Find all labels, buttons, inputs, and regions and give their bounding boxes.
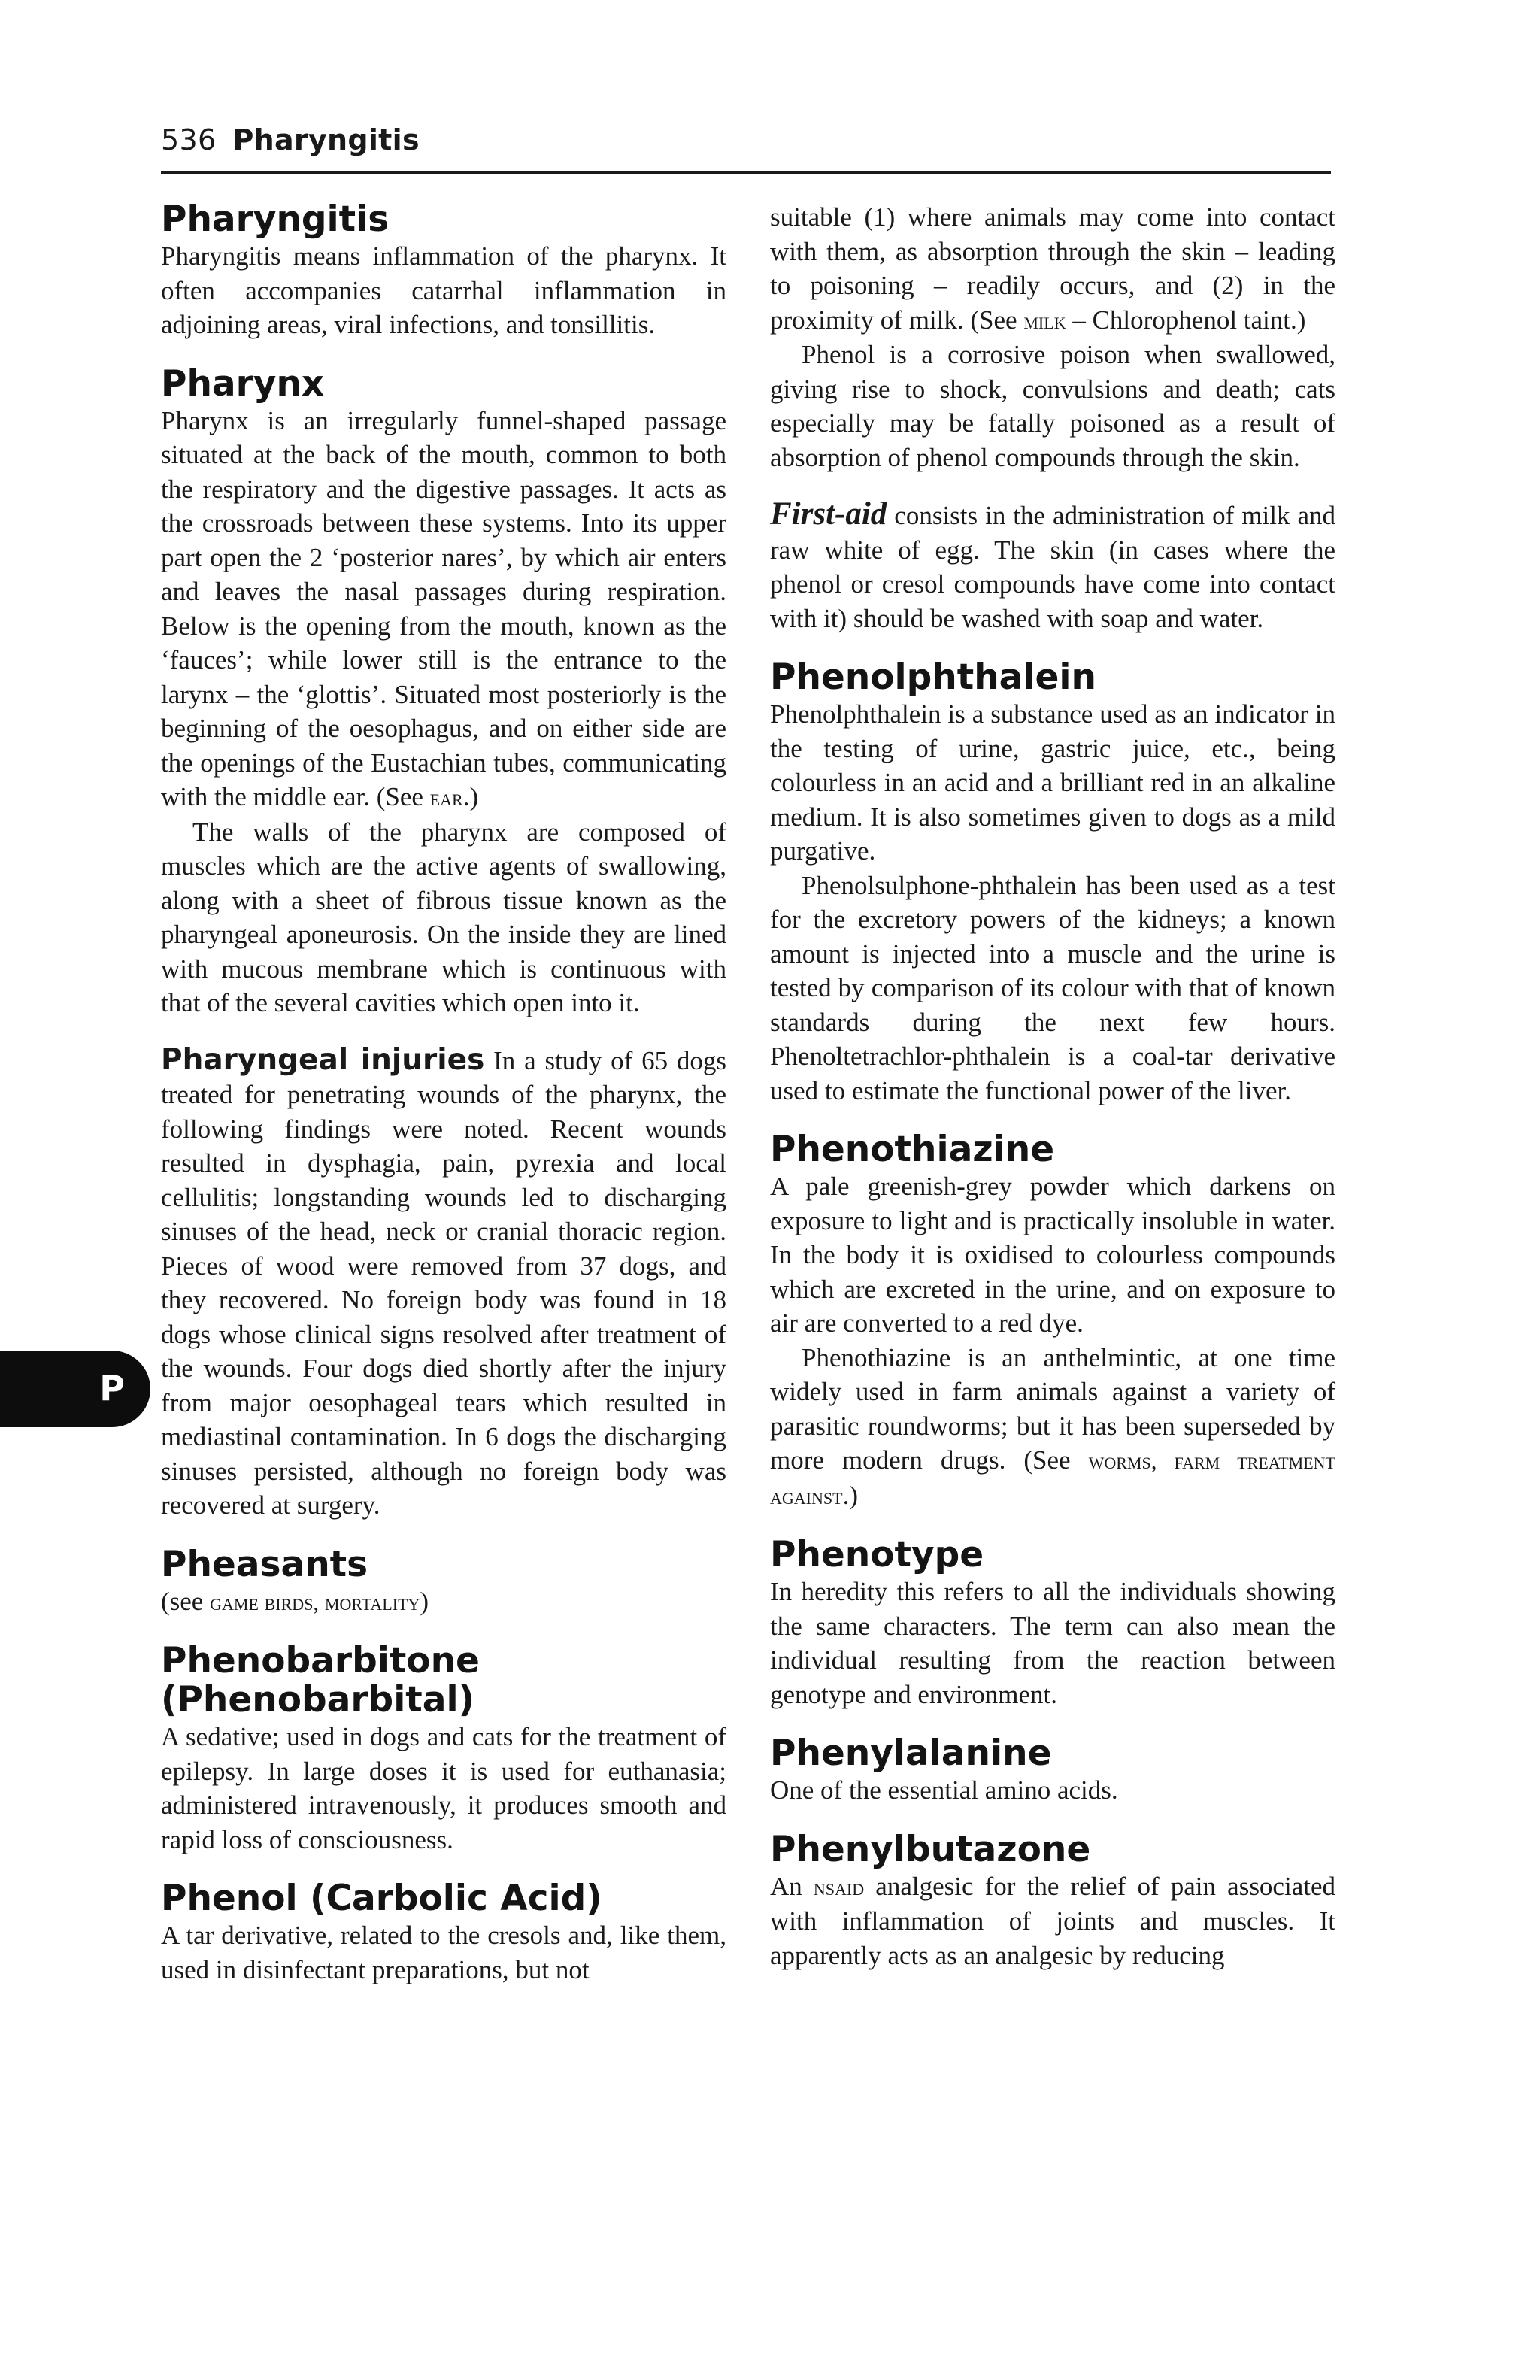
entry-text-pharynx-p2: The walls of the pharynx are composed of muscles which are the active agents of swallowing, along with a sheet of fibrous tissue known as the pharyngeal aponeurosis. On the inside they are lined with mucous membrane which is continuous with that of the several cavities which open into it. xyxy=(161,817,726,1017)
run-in-heading: Pharyngeal injuries xyxy=(161,1042,485,1077)
entry-title-phenylbutazone: Phenylbutazone xyxy=(770,1828,1091,1870)
right-column xyxy=(770,200,1335,1972)
thumb-index-letter: P xyxy=(99,1368,125,1408)
entry-title-pheasants: Pheasants xyxy=(161,1543,368,1585)
entry-title-pharynx: Pharynx xyxy=(161,362,325,405)
entry-text-phenobarbitone: A sedative; used in dogs and cats for the treatment of epilepsy. In large doses it is used for euthanasia; administered intravenously, it produces smooth and rapid loss of consciousness. xyxy=(161,1722,726,1854)
entry-text-phenol: A tar derivative, related to the cresols and, like them, used in disinfectant preparations, but not xyxy=(161,1921,726,1984)
entry-title-phenothiazine: Phenothiazine xyxy=(770,1129,1055,1170)
entry-title-phenolphthalein: Phenolphthalein xyxy=(770,656,1096,698)
cross-reference: ear xyxy=(429,784,463,811)
entry-text-phenol-continued: suitable (1) where animals may come into contact with them, as absorption through the skin – leading to poisoning – readily occurs, and (2) in the proximity of milk. (See milk – Chlorophenol taint.) xyxy=(770,202,1335,335)
entry-text-phenylalanine: One of the essential amino acids. xyxy=(770,1775,1118,1805)
entry-text-phenolphthalein-p1: Phenolphthalein is a substance used as an indicator in the testing of urine, gastric juice, etc., being colourless in an acid and a brilliant red in an alkaline medium. It is also sometimes given to dogs as a mild purgative. xyxy=(770,699,1335,866)
entry-title-pharyngitis: Pharyngitis xyxy=(161,199,390,240)
entry-text-phenothiazine-p1: A pale greenish-grey powder which darkens on exposure to light and is practically insoluble in water. In the body it is oxidised to colourless compounds which are excreted in the urine, and on exposure to air are converted to a red dye. xyxy=(770,1172,1335,1338)
entry-title-phenotype: Phenotype xyxy=(770,1534,984,1575)
running-head xyxy=(161,123,420,156)
entry-text-phenol-p2: Phenol is a corrosive poison when swallowed, giving rise to shock, convulsions and death; cats especially may be fatally poisoned as a result of absorption of phenol compounds through the skin. xyxy=(770,340,1335,472)
page-number: 536 xyxy=(161,123,217,156)
entry-text-phenylbutazone: An nsaid analgesic for the relief of pain associated with inflammation of joints and muscles. It apparently acts as an analgesic by reducing xyxy=(770,1871,1335,1970)
entry-text-phenothiazine-p2: Phenothiazine is an anthelmintic, at one time widely used in farm animals against a variety of parasitic roundworms; but it has been superseded by more modern drugs. (See worms, farm treatment against.) xyxy=(770,1342,1335,1510)
cross-reference: milk xyxy=(1023,307,1066,334)
abbreviation: nsaid xyxy=(813,1873,865,1900)
entry-text-phenotype: In heredity this refers to all the individuals showing the same characters. The term can also mean the individual resulting from the reaction between genotype and environment. xyxy=(770,1577,1335,1709)
entry-text-pharyngitis: Pharyngitis means inflammation of the pharynx. It often accompanies catarrhal inflammation in adjoining areas, viral infections, and tonsillitis. xyxy=(161,241,726,339)
entry-title-phenylalanine: Phenylalanine xyxy=(770,1733,1052,1774)
cross-reference: game birds, mortality xyxy=(210,1588,420,1615)
entry-text-phenolphthalein-p2: Phenolsulphone-phthalein has been used as a test for the excretory powers of the kidneys; a known amount is injected into a muscle and the urine is tested by comparison of its colour with that of known standards during the next few hours. Phenoltetrachlor-phthalein is a coal-tar derivative used to estimate the functional power of the liver. xyxy=(770,870,1335,1105)
running-title: Pharyngitis xyxy=(232,123,420,156)
entry-text-pharynx-p1: Pharynx is an irregularly funnel-shaped passage situated at the back of the mouth, common to both the respiratory and the digestive passages. It acts as the crossroads between these systems. Into its upper part open the 2 ‘posterior nares’, by which air enters and leaves the nasal passages during respiration. Below is the opening from the mouth, known as the ‘fauces’; while lower still is the entrance to the larynx – the ‘glottis’. Situated most posteriorly is the beginning of the oesophagus, and on either side are the openings of the Eustachian tubes, communicating with the middle ear. (See ear.) xyxy=(161,405,726,811)
left-column xyxy=(161,200,726,1987)
first-aid-heading: First-aid xyxy=(770,496,887,532)
entry-title-phenol: Phenol (Carbolic Acid) xyxy=(161,1878,602,1919)
entry-pharyngeal-injuries: Pharyngeal injuries In a study of 65 dogs treated for penetrating wounds of the pharynx, the following findings were noted. Recent wounds resulted in dysphagia, pain, pyrexia and local cellulitis; longstanding wounds led to discharging sinuses of the head, neck or cranial thoracic region. Pieces of wood were removed from 37 dogs, and they recovered. No foreign body was found in 18 dogs whose clinical signs resolved after treatment of the wounds. Four dogs died shortly after the injury from major oesophageal tears which resulted in mediastinal contamination. In 6 dogs the discharging sinuses persisted, although no foreign body was recovered at surgery. xyxy=(161,1042,726,1520)
cross-reference: worms, farm treatment against xyxy=(770,1448,1335,1509)
entry-title-phenobarbitone: Phenobarbitone (Phenobarbital) xyxy=(161,1640,480,1721)
thumb-index-tab xyxy=(0,1351,150,1427)
entry-first-aid: First-aid consists in the administration of milk and raw white of egg. The skin (in cases where the phenol or cresol compounds have come into contact with it) should be washed with soap and water. xyxy=(770,496,1335,633)
entry-text-pheasants: (see game birds, mortality) xyxy=(161,1586,429,1616)
header-rule xyxy=(161,171,1331,174)
